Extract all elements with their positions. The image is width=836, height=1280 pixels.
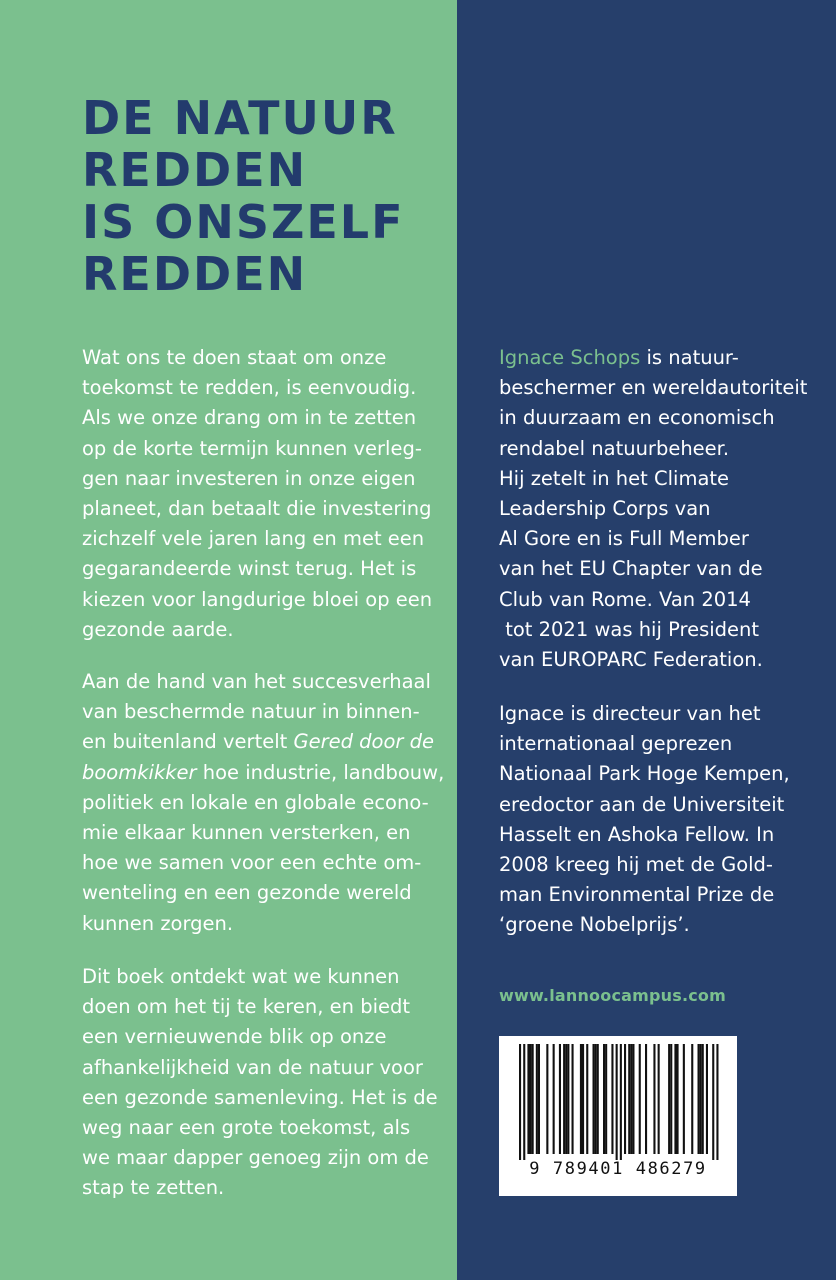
barcode-bar <box>691 1044 693 1154</box>
barcode-bar <box>546 1044 548 1154</box>
text-line: Ignace is directeur van het <box>499 702 761 725</box>
barcode-bar <box>580 1044 582 1154</box>
barcode-bar <box>698 1044 700 1154</box>
text-line: een vernieuwende blik op onze <box>82 1025 387 1049</box>
text-line: beschermer en wereldautoriteit <box>499 376 808 400</box>
text-line: Nationaal Park Hoge Kempen, <box>499 762 790 786</box>
barcode-bar <box>712 1044 714 1160</box>
barcode-bar <box>519 1044 521 1160</box>
text-line <box>82 727 452 757</box>
text-line: stap te zetten. <box>82 1176 225 1200</box>
barcode-bar <box>706 1044 708 1154</box>
barcode-bar <box>616 1044 618 1160</box>
text-line: Dit boek ontdekt wat we kunnen <box>82 965 400 988</box>
text-line: Aan de hand van het succesverhaal <box>82 670 431 693</box>
text-line <box>82 758 452 788</box>
barcode-bar <box>572 1044 574 1154</box>
title-line: DE NATUUR <box>82 91 398 145</box>
author-name: Ignace Schops <box>499 346 641 369</box>
barcode-bar <box>677 1044 679 1154</box>
barcode-bar <box>620 1044 622 1160</box>
book-title-reference: Gered door de <box>293 730 435 754</box>
blurb-paragraph-1 <box>82 343 452 645</box>
text-line: we maar dapper genoeg zijn om de <box>82 1146 429 1170</box>
barcode-bar <box>559 1044 561 1154</box>
text-line: Wat ons te doen staat om onze <box>82 346 387 369</box>
barcode-bar <box>595 1044 597 1154</box>
blurb-paragraph-3 <box>82 962 452 1204</box>
text-line: tot 2021 was hij President <box>499 617 760 641</box>
text-line: afhankelijkheid van de natuur voor <box>82 1055 423 1079</box>
text-line: Club van Rome. Van 2014 <box>499 587 751 611</box>
barcode-bar <box>624 1044 626 1154</box>
author-bio-paragraph-2 <box>499 699 819 941</box>
text-line: van EUROPARC Federation. <box>499 648 763 672</box>
barcode-bar <box>536 1044 538 1154</box>
text-line: een gezonde samenleving. Het is de <box>82 1085 438 1109</box>
title-line: IS ONSZELF <box>82 195 405 249</box>
book-title <box>82 92 442 300</box>
text-line: politiek en lokale en globale econo- <box>82 790 429 814</box>
barcode-bar <box>716 1044 718 1160</box>
barcode-bar <box>605 1044 607 1154</box>
barcode-bar <box>645 1044 647 1154</box>
text-line: Als we onze drang om in te zetten <box>82 406 417 430</box>
barcode-bar <box>611 1044 613 1154</box>
barcode-bar <box>530 1044 532 1154</box>
text-line: zichzelf vele jaren lang en met een <box>82 527 425 551</box>
text-line: hoe we samen voor een echte om- <box>82 851 422 875</box>
book-title-reference: boomkikker <box>82 760 197 784</box>
barcode-bar <box>523 1044 525 1160</box>
isbn-number: 9 789401 486279 <box>529 1159 707 1179</box>
barcode-bar <box>639 1044 641 1154</box>
text-line: van het EU Chapter van de <box>499 557 763 581</box>
barcode <box>499 1036 737 1196</box>
title-line: REDDEN <box>82 143 308 197</box>
author-bio-paragraph-1 <box>499 343 819 675</box>
text-line: 2008 kreeg hij met de Gold- <box>499 853 773 877</box>
text-line: doen om het tij te keren, en biedt <box>82 995 411 1019</box>
text-line: wenteling en een gezonde wereld <box>82 881 412 905</box>
text-line: rendabel natuurbeheer. <box>499 436 730 460</box>
blurb-paragraph-2 <box>82 667 452 939</box>
barcode-bar <box>628 1044 630 1154</box>
barcode-bar <box>653 1044 655 1154</box>
barcode-bar <box>582 1044 584 1154</box>
barcode-bar <box>700 1044 702 1154</box>
barcode-bar <box>527 1044 529 1154</box>
text-line: gezonde aarde. <box>82 617 234 641</box>
barcode-bar <box>593 1044 595 1154</box>
barcode-bar <box>532 1044 534 1154</box>
barcode-bar <box>632 1044 634 1154</box>
text-line: op de korte termijn kunnen verleg- <box>82 436 422 460</box>
barcode-bar <box>586 1044 588 1154</box>
title-line: REDDEN <box>82 247 308 301</box>
barcode-bar <box>674 1044 676 1154</box>
text-line: gen naar investeren in onze eigen <box>82 466 416 490</box>
publisher-url[interactable]: www.lannoocampus.com <box>499 986 726 1005</box>
text-line: kiezen voor langdurige bloei op een <box>82 587 433 611</box>
barcode-bar <box>683 1044 685 1154</box>
barcode-bar <box>670 1044 672 1154</box>
barcode-bar <box>553 1044 555 1154</box>
text-line: toekomst te redden, is eenvoudig. <box>82 376 417 400</box>
text-line: Al Gore en is Full Member <box>499 527 749 551</box>
text-line: Leadership Corps van <box>499 497 711 521</box>
text-line: Hij zetelt in het Climate <box>499 466 730 490</box>
text-line: man Environmental Prize de <box>499 883 775 907</box>
barcode-bar <box>563 1044 565 1154</box>
text-line: ‘groene Nobelprijs’. <box>499 913 690 937</box>
text-line <box>499 343 819 373</box>
barcode-bar <box>565 1044 567 1154</box>
barcode-bar <box>597 1044 599 1154</box>
barcode-bar <box>630 1044 632 1154</box>
text-segment: hoe industrie, landbouw, <box>196 760 445 784</box>
barcode-bar <box>603 1044 605 1154</box>
text-line: in duurzaam en economisch <box>499 406 775 430</box>
barcode-bar <box>567 1044 569 1154</box>
barcode-bar <box>668 1044 670 1154</box>
text-line: gegarandeerde winst terug. Het is <box>82 557 417 581</box>
text-segment: en buitenland vertelt <box>82 730 294 754</box>
barcode-bar <box>658 1044 660 1154</box>
text-line: weg naar een grote toekomst, als <box>82 1116 411 1140</box>
text-line: Hasselt en Ashoka Fellow. In <box>499 822 775 846</box>
text-line: mie elkaar kunnen versterken, en <box>82 821 411 845</box>
barcode-bar <box>702 1044 704 1154</box>
text-line: planeet, dan betaalt die investering <box>82 497 432 521</box>
text-line: internationaal geprezen <box>499 732 733 756</box>
text-line: kunnen zorgen. <box>82 911 234 935</box>
text-line: van beschermde natuur in binnen- <box>82 700 420 724</box>
text-line: eredoctor aan de Universiteit <box>499 792 785 816</box>
barcode-bar <box>538 1044 540 1154</box>
text-segment: is natuur- <box>640 346 739 369</box>
